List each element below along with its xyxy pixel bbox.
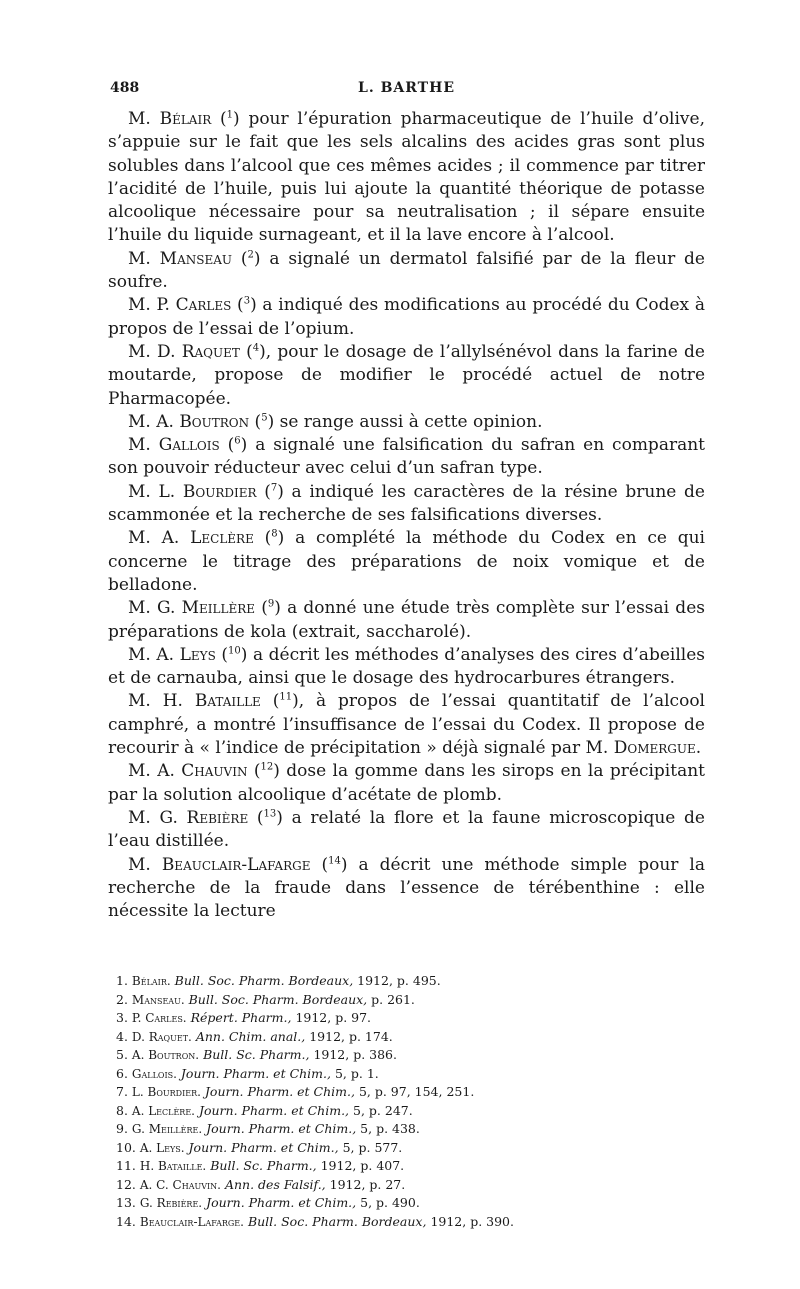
footnote — [116, 1176, 705, 1195]
footnote-ref: 8 — [271, 528, 278, 540]
footnote-author: A. C. Chauvin. — [139, 1177, 221, 1192]
footnote-source: Bull. Sc. Pharm., — [210, 1158, 317, 1174]
paragraph: M. D. Raquet ($^4$), pour le dosage de l’allylsénévol dans la farine de moutarde, propose de modifier le procédé actuel de notre Pharmacopée. — [108, 341, 705, 409]
footnote-number: 8. — [116, 1102, 128, 1118]
person-title: M. — [128, 109, 160, 129]
page — [108, 80, 705, 1231]
footnote-author: Manseau. — [131, 992, 185, 1007]
footnote-number: 4. — [116, 1028, 128, 1044]
author-name: Beauclair-Lafarge — [161, 854, 311, 875]
footnote-details: 5, p. 247. — [353, 1102, 413, 1118]
author-name: Boutron — [179, 411, 250, 432]
footnote-ref: 6 — [234, 435, 241, 447]
paragraph-text: a relaté la flore et la faune microscopique de l’eau distillée. — [108, 807, 705, 852]
paragraph: M. A. Chauvin ($^{12}$) dose la gomme dans les sirops en la précipitant par la solution alcoolique d’acétate de plomb. — [108, 761, 705, 805]
footnote-ref: 4 — [252, 342, 260, 354]
footnote-details: 1912, p. 386. — [313, 1047, 397, 1063]
person-title: M. — [128, 248, 160, 269]
paragraph: M. G. Meillère ($^9$) a donné une étude très complète sur l’essai des préparations de kola (extrait, saccharolé). — [108, 598, 705, 642]
author-name: Gallois — [158, 435, 220, 456]
footnote-author: P. Carles. — [131, 1011, 187, 1026]
footnote-number: 7. — [116, 1084, 128, 1100]
footnote-author: G. Rebière. — [139, 1196, 203, 1211]
paragraph: M. A. Boutron ($^5$) se range aussi à cette opinion. — [128, 411, 543, 432]
footnote — [116, 1083, 705, 1102]
footnote — [116, 1028, 705, 1047]
paragraph-text: dose la gomme dans les sirops en la précipitant par la solution alcoolique d’acétate de plomb. — [108, 761, 705, 805]
footnote — [116, 991, 705, 1010]
footnote — [116, 1046, 705, 1065]
body-text — [108, 108, 705, 923]
person-title: M. G. — [128, 598, 182, 619]
paragraph: M. A. Leclère ($^8$) a complété la méthode du Codex en ce qui concerne le titrage des préparations de noix vomique et de belladone. — [108, 528, 705, 595]
person-title: M. A. — [128, 761, 182, 782]
footnote-details: p. 261. — [371, 991, 415, 1007]
footnote-ref: 12 — [260, 761, 274, 773]
footnote-ref: 13 — [263, 808, 277, 820]
footnote-ref: 14 — [328, 854, 341, 866]
footnote-number: 5. — [116, 1047, 128, 1063]
footnote-number: 3. — [116, 1010, 128, 1026]
person-title: M. — [128, 854, 162, 875]
footnote-source: Bull. Soc. Pharm. Bordeaux, — [247, 1213, 427, 1229]
author-name: Bélair — [159, 109, 212, 129]
footnote-author: A. Leclère. — [131, 1103, 195, 1118]
footnote-author: Beauclair-Lafarge. — [139, 1214, 244, 1229]
footnote-ref: 7 — [270, 482, 278, 494]
footnote-ref: 9 — [267, 598, 275, 610]
footnote-source: Journ. Pharm. et Chim., — [204, 1084, 355, 1100]
paragraph-text: a indiqué des modifications au procédé du Codex à propos de l’essai de l’opium. — [108, 295, 705, 339]
footnote-number: 14. — [116, 1213, 136, 1229]
person-title: M. A. — [128, 644, 180, 665]
footnote-author: A. Leys. — [139, 1140, 185, 1155]
footnote-number: 6. — [116, 1065, 128, 1081]
footnote-source: Ann. Chim. anal., — [195, 1028, 306, 1044]
author-name: Meillère — [181, 598, 256, 619]
footnote-number: 13. — [116, 1195, 136, 1211]
author-name: Carles — [175, 295, 232, 316]
footnote-author: H. Bataille. — [139, 1159, 207, 1174]
person-title: M. P. — [128, 295, 176, 316]
footnote-author: D. Raquet. — [131, 1029, 192, 1044]
person-title: M. D. — [128, 341, 182, 362]
footnote-source: Journ. Pharm. et Chim., — [188, 1139, 339, 1155]
footnote-number: 1. — [116, 973, 128, 989]
paragraph-text: se range aussi à cette opinion. — [279, 411, 543, 432]
footnote-details: 5, p. 1. — [334, 1065, 379, 1081]
footnote-details: 1912, p. 97. — [295, 1010, 372, 1026]
paragraph-text: pour l’épuration pharmaceutique de l’huile d’olive, s’appuie sur le fait que les sels alcalins des acides gras sont plus solubles dans l’alcool que ces mêmes acides ; il commence par titrer l’acidité de l’huile, puis lui ajoute la quantité théorique de potasse alcoolique nécessaire pour sa neutralisation ; il sépare ensuite l’huile du liquide surnageant, et il la lave encore à l’alcool. — [108, 109, 705, 246]
paragraph: M. Bélair ($^1$) pour l’épuration pharmaceutique de l’huile d’olive, s’appuie sur le fait que les sels alcalins des acides gras sont plus solubles dans l’alcool que ces mêmes acides ; il commence par titrer l’acidité de l’huile, puis lui ajoute la quantité théorique de potasse alcoolique nécessaire pour sa neutralisation ; il sépare ensuite l’huile du liquide surnageant, et il la lave encore à l’alcool. — [108, 109, 705, 246]
footnote-source: Ann. des Falsif., — [224, 1176, 326, 1192]
footnote-details: 5, p. 577. — [342, 1139, 403, 1155]
paragraph: M. G. Rebière ($^{13}$) a relaté la flore et la faune microscopique de l’eau distillée. — [108, 807, 705, 852]
author-name: Raquet — [181, 341, 240, 362]
footnote-source: Journ. Pharm. et Chim., — [206, 1121, 357, 1137]
footnote-details: 1912, p. 27. — [329, 1176, 406, 1192]
footnotes — [108, 972, 705, 1231]
paragraph: M. P. Carles ($^3$) a indiqué des modifications au procédé du Codex à propos de l’essai de l’opium. — [108, 295, 705, 339]
footnote-ref: 2 — [247, 249, 254, 261]
footnote-number: 12. — [116, 1176, 136, 1192]
footnote — [116, 1120, 705, 1139]
paragraph-text: , pour le dosage de l’allylsénévol dans la farine de moutarde, propose de modifier le procédé actuel de notre Pharmacopée. — [108, 341, 705, 409]
paragraph-text: . — [695, 738, 702, 759]
footnote-ref: 11 — [279, 691, 293, 703]
paragraph: M. L. Bourdier ($^7$) a indiqué les caractères de la résine brune de scammonée et la recherche de ses falsifications diverses. — [108, 481, 705, 526]
footnote-ref: 3 — [243, 295, 251, 307]
footnote-ref: 5 — [261, 412, 268, 424]
footnote-details: 5, p. 490. — [360, 1195, 420, 1211]
footnote — [116, 1194, 705, 1213]
footnote-author: Bélair. — [131, 974, 171, 989]
footnote — [116, 972, 705, 991]
footnote-details: 5, p. 438. — [360, 1121, 420, 1137]
footnote-ref: 1 — [226, 109, 234, 121]
author-name: Rebière — [186, 807, 249, 828]
footnote-source: Bull. Soc. Pharm. Bordeaux, — [174, 973, 354, 989]
paragraph: M. Beauclair-Lafarge ($^{14}$) a décrit une méthode simple pour la recherche de la fraude dans l’essence de térébenthine : elle nécessite la lecture — [108, 854, 705, 922]
footnote-details: 1912, p. 390. — [430, 1213, 514, 1229]
footnote-source: Répert. Pharm., — [190, 1010, 292, 1026]
author-name: Domergue — [613, 738, 696, 759]
footnote — [116, 1213, 705, 1232]
author-name: Leclère — [190, 528, 254, 549]
paragraph-text: a signalé un dermatol falsifié par de la fleur de soufre. — [108, 248, 705, 293]
page-number: 488 — [110, 80, 140, 96]
footnote — [116, 1102, 705, 1121]
paragraph-text: a indiqué les caractères de la résine brune de scammonée et la recherche de ses falsifications diverses. — [108, 481, 705, 526]
person-title: M. G. — [128, 807, 187, 828]
footnote-author: L. Bourdier. — [131, 1085, 201, 1100]
person-title: M. — [128, 435, 159, 456]
footnote — [116, 1065, 705, 1084]
paragraph: M. A. Leys ($^{10}$) a décrit les méthodes d’analyses des cires d’abeilles et de carnauba, ainsi que le dosage des hydrocarbures étrangers. — [108, 644, 705, 689]
person-title: M. H. — [128, 691, 195, 712]
paragraph: M. Gallois ($^6$) a signalé une falsification du safran en comparant son pouvoir réducteur avec celui d’un safran type. — [108, 435, 705, 479]
footnote-details: 5, p. 97, 154, 251. — [358, 1084, 475, 1100]
person-title: M. A. — [128, 528, 191, 549]
footnote-author: G. Meillère. — [131, 1122, 203, 1137]
footnote — [116, 1157, 705, 1176]
footnote-number: 2. — [116, 991, 128, 1007]
paragraph-text: a donné une étude très complète sur l’essai des préparations de kola (extrait, saccharolé). — [108, 598, 705, 642]
footnote-source: Journ. Pharm. et Chim., — [206, 1195, 357, 1211]
footnote-source: Journ. Pharm. et Chim., — [198, 1102, 350, 1118]
footnote-details: 1912, p. 174. — [309, 1028, 393, 1044]
footnote-number: 10. — [116, 1139, 136, 1155]
author-name: Bataille — [194, 691, 261, 712]
paragraph: M. H. Bataille ($^{11}$), à propos de l’essai quantitatif de l’alcool camphré, a montré l’insuffisance de l’essai du Codex. Il propose de recourir à « l’indice de précipitation » déjà signalé par M. Domergue. — [108, 691, 705, 759]
footnote-source: Bull. Sc. Pharm., — [203, 1047, 310, 1063]
paragraph-text: a signalé une falsification du safran en comparant son pouvoir réducteur avec celui d’un safran type. — [108, 435, 705, 479]
footnote-ref: 10 — [228, 645, 241, 657]
footnote-details: 1912, p. 407. — [320, 1158, 405, 1174]
author-name: Bourdier — [182, 481, 257, 502]
running-head: L. BARTHE — [358, 80, 455, 96]
person-title: M. A. — [128, 411, 180, 432]
footnote — [116, 1009, 705, 1028]
footnote-number: 9. — [116, 1121, 128, 1137]
footnote-number: 11. — [116, 1158, 136, 1174]
paragraph-text: a décrit les méthodes d’analyses des cires d’abeilles et de carnauba, ainsi que le dosage des hydrocarbures étrangers. — [108, 644, 705, 689]
paragraph-text: , à propos de l’essai quantitatif de l’alcool camphré, a montré l’insuffisance de l’essai du Codex. Il propose de recourir à « l’indice de précipitation » déjà signalé par M. — [108, 691, 705, 759]
page-header — [108, 80, 705, 102]
paragraph: M. Manseau ($^2$) a signalé un dermatol falsifié par de la fleur de soufre. — [108, 248, 705, 293]
author-name: Chauvin — [181, 761, 248, 782]
footnote-author: Gallois. — [131, 1066, 177, 1081]
footnote — [116, 1139, 705, 1158]
footnote-details: 1912, p. 495. — [357, 973, 441, 989]
person-title: M. L. — [128, 481, 183, 502]
paragraph-text: a complété la méthode du Codex en ce qui concerne le titrage des préparations de noix vomique et de belladone. — [108, 528, 705, 595]
author-name: Leys — [179, 644, 216, 665]
footnote-author: A. Boutron. — [131, 1048, 200, 1063]
paragraph-text: a décrit une méthode simple pour la recherche de la fraude dans l’essence de térébenthine : elle nécessite la lecture — [108, 854, 705, 922]
footnote-source: Bull. Soc. Pharm. Bordeaux, — [188, 991, 368, 1007]
author-name: Manseau — [159, 248, 233, 269]
footnote-source: Journ. Pharm. et Chim., — [180, 1065, 331, 1081]
